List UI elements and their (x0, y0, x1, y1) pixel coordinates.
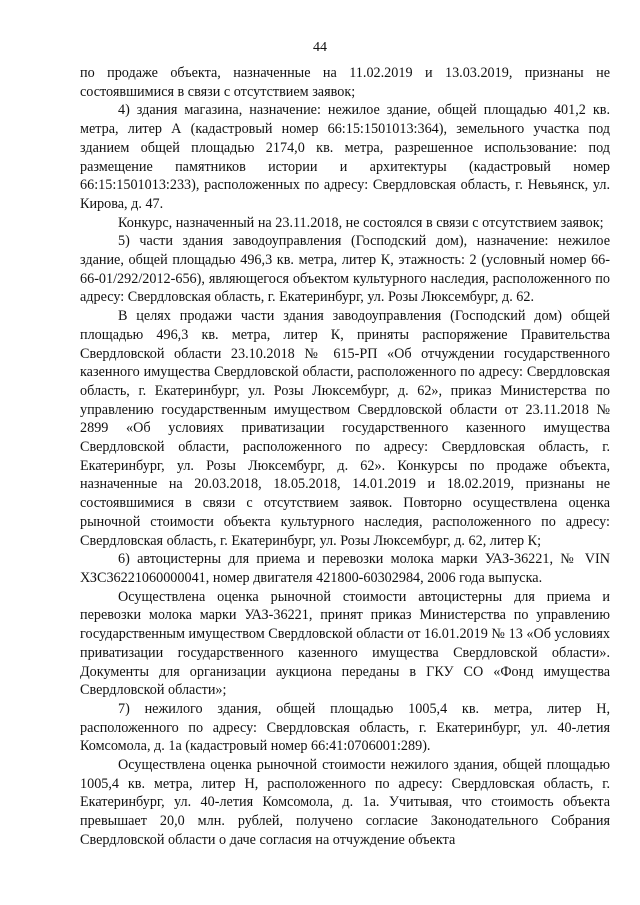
paragraph-item-5-management-building: 5) части здания заводоуправления (Господский дом), назначение: нежилое здание, общей площадью 496,3 кв. метра, литер К, этажность: 2 (условный номер 66-66-01/292/2012-656), являющегося объектом культурного наследия, расположенного по адресу: Свердловская область, г. Екатеринбург, ул. Розы Люксембург, д. 62. (80, 233, 610, 306)
paragraph-tender-note: Конкурс, назначенный на 23.11.2018, не состоялся в связи с отсутствием заявок; (118, 214, 604, 231)
paragraph-sale-procedure: В целях продажи части здания заводоуправления (Господский дом) общей площадью 496,3 кв. метра, литер К, приняты распоряжение Правительства Свердловской области 23.10.2018 № 615-РП «Об отчуждении государственного казенного имущества Свердловской области, расположенного по адресу: Свердловская область, г. Екатеринбург, ул. Розы Люксембург, д. 62», приказ Министерства по управлению государственным имуществом Свердловской области от 23.11.2018 № 2899 «Об условиях приватизации государственного казенного имущества Свердловской области, расположенного по адресу: Свердловская область, г. Екатеринбург, ул. Розы Люксембург, д. 62». Конкурсы по продаже объекта, назначенные на 20.03.2018, 18.05.2018, 14.01.2019 и 18.02.2019, признаны не состоявшимися в связи с отсутствием заявок. Повторно осуществлена оценка рыночной стоимости объекта культурного наследия, расположенного по адресу: Свердловская область, г. Екатеринбург, ул. Розы Люксембург, д. 62, литер К; (80, 308, 610, 549)
page-number: 44 (313, 40, 327, 55)
paragraph-building-valuation: Осуществлена оценка рыночной стоимости нежилого здания, общей площадью 1005,4 кв. метра, литер Н, расположенного по адресу: Свердловская область, г. Екатеринбург, ул. 40-летия Комсомола, д. 1а. Учитывая, что стоимость объекта превышает 20,0 млн. рублей, получено согласие Законодательного Собрания Свердловской области о даче согласия на отчуждение объекта (80, 757, 610, 848)
paragraph-item-4-store-building: 4) здания магазина, назначение: нежилое здание, общей площадью 401,2 кв. метра, литер А (кадастровый номер 66:15:1501013:364), земельного участка под зданием общей площадью 2174,0 кв. метра, разрешенное использование: под размещение памятников истории и архитектуры (кадастровый номер 66:15:1501013:233), расположенных по адресу: Свердловская область, г. Невьянск, ул. Кирова, д. 47. (80, 102, 610, 212)
document-body (80, 64, 610, 850)
paragraph-item-6-tanker-truck: 6) автоцистерны для приема и перевозки молока марки УАЗ-36221, № VIN ХЗС36221060000041, номер двигателя 421800-60302984, 2006 года выпуска. (80, 551, 610, 586)
paragraph-tanker-valuation: Осуществлена оценка рыночной стоимости автоцистерны для приема и перевозки молока марки УАЗ-36221, принят приказ Министерства по управлению государственным имуществом Свердловской области от 16.01.2019 № 13 «Об условиях приватизации государственного казенного имущества Свердловской области». Документы для организации аукциона переданы в ГКУ СО «Фонд имущества Свердловской области»; (80, 588, 610, 699)
paragraph-item-7-nonresidential-building: 7) нежилого здания, общей площадью 1005,4 кв. метра, литер Н, расположенного по адресу: Свердловская область, г. Екатеринбург, ул. 40-летия Комсомола, д. 1а (кадастровый номер 66:41:0706001:289). (80, 700, 610, 755)
paragraph-continuation: по продаже объекта, назначенные на 11.02.2019 и 13.03.2019, признаны не состоявшимися в связи с отсутствием заявок; (80, 65, 610, 100)
